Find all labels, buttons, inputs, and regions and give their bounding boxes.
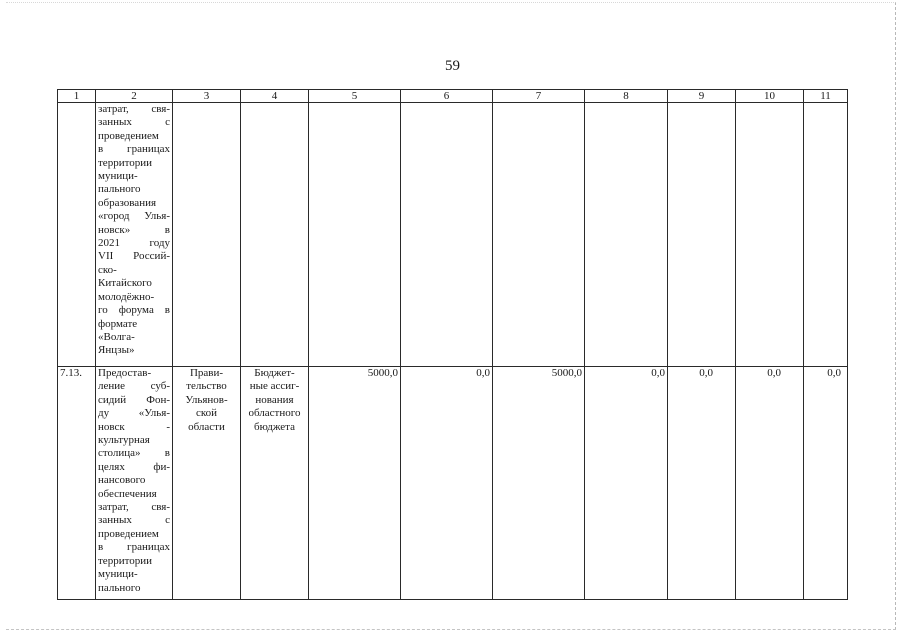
cell-text-line: «город Улья- bbox=[98, 210, 170, 223]
cell-empty bbox=[736, 103, 804, 367]
cell-text-line: территории bbox=[98, 156, 153, 169]
cell-text-line: Китайского bbox=[98, 277, 152, 290]
header-cell: 3 bbox=[173, 90, 241, 103]
cell-text-line: муници- bbox=[98, 568, 138, 581]
cell-text-line: Ульянов- bbox=[185, 393, 228, 406]
cell-text-line: пального bbox=[98, 183, 141, 196]
cell-item-number: 7.13. bbox=[58, 367, 96, 600]
cell-text-line: столица» в bbox=[98, 447, 170, 460]
cell-text-line: в границах bbox=[98, 143, 170, 156]
cell-text-line: «Волга- bbox=[98, 330, 135, 343]
cell-description bbox=[96, 367, 173, 600]
cell-text-line: Предостав- bbox=[98, 367, 152, 379]
header-cell: 5 bbox=[309, 90, 401, 103]
cell-col9: 0,0 bbox=[668, 367, 736, 600]
cell-empty bbox=[585, 103, 668, 367]
cell-text-line: ской bbox=[195, 407, 218, 420]
header-cell: 6 bbox=[401, 90, 493, 103]
cell-text-line: ные ассиг- bbox=[249, 380, 300, 393]
cell-text-line: проведением bbox=[98, 527, 159, 540]
cell-text-line: 2021 году bbox=[98, 237, 170, 250]
header-cell: 9 bbox=[668, 90, 736, 103]
cell-text-line: области bbox=[188, 420, 225, 433]
cell-col5: 5000,0 bbox=[309, 367, 401, 600]
cell-text-line: Прави- bbox=[189, 367, 224, 379]
cell-text-line: нования bbox=[255, 393, 294, 406]
description-lines bbox=[98, 103, 170, 358]
cell-empty bbox=[241, 103, 309, 367]
cell-text-line: проведением bbox=[98, 129, 159, 142]
cell-text-line: ление суб- bbox=[98, 380, 170, 393]
cell-empty bbox=[668, 103, 736, 367]
cell-text-line: новск» в bbox=[98, 223, 170, 236]
header-cell: 1 bbox=[58, 90, 96, 103]
cell-num-empty bbox=[58, 103, 96, 367]
cell-text-line: занных с bbox=[98, 514, 170, 527]
cell-text-line: ду «Улья- bbox=[98, 407, 170, 420]
cell-text-line: территории bbox=[98, 554, 153, 567]
cell-text-line: обеспечения bbox=[98, 487, 157, 500]
header-cell: 10 bbox=[736, 90, 804, 103]
cell-text-line: молодёжно- bbox=[98, 290, 155, 303]
cell-col11: 0,0 bbox=[804, 367, 848, 600]
cell-col8: 0,0 bbox=[585, 367, 668, 600]
cell-text-line: формате bbox=[98, 317, 138, 330]
cell-funding-source bbox=[241, 367, 309, 600]
cell-executor bbox=[173, 367, 241, 600]
header-cell: 8 bbox=[585, 90, 668, 103]
cell-text-line: затрат, свя- bbox=[98, 103, 170, 115]
table-header-row bbox=[58, 90, 848, 103]
cell-text-line: VII Россий- bbox=[98, 250, 170, 263]
cell-text-line: образования bbox=[98, 196, 157, 209]
cell-description bbox=[96, 103, 173, 367]
cell-text-line: муници- bbox=[98, 170, 138, 183]
cell-text-line: целях фи- bbox=[98, 460, 170, 473]
cell-empty bbox=[493, 103, 585, 367]
cell-text-line: занных с bbox=[98, 116, 170, 129]
cell-text-line: областного bbox=[248, 407, 301, 420]
cell-text-line: в границах bbox=[98, 541, 170, 554]
cell-col6: 0,0 bbox=[401, 367, 493, 600]
cell-col10: 0,0 bbox=[736, 367, 804, 600]
data-table bbox=[57, 89, 848, 600]
cell-text-line: новск - bbox=[98, 420, 170, 433]
cell-text-line: бюджета bbox=[253, 420, 295, 433]
cell-text-line: Янцзы» bbox=[98, 344, 135, 357]
cell-col7: 5000,0 bbox=[493, 367, 585, 600]
cell-text-line: Бюджет- bbox=[254, 367, 295, 379]
header-cell: 2 bbox=[96, 90, 173, 103]
cell-text-line: нансового bbox=[98, 474, 146, 487]
executor-lines bbox=[175, 367, 238, 434]
header-cell: 11 bbox=[804, 90, 848, 103]
description-lines bbox=[98, 367, 170, 595]
page-number: 59 bbox=[445, 58, 460, 74]
cell-empty bbox=[401, 103, 493, 367]
cell-text-line: го форума в bbox=[98, 304, 170, 317]
cell-text-line: сидий Фон- bbox=[98, 393, 170, 406]
cell-empty bbox=[804, 103, 848, 367]
header-cell: 4 bbox=[241, 90, 309, 103]
table-row-continued bbox=[58, 103, 848, 367]
cell-text-line: культурная bbox=[98, 434, 150, 447]
cell-empty bbox=[173, 103, 241, 367]
cell-empty bbox=[309, 103, 401, 367]
table-row-7-13 bbox=[58, 367, 848, 600]
cell-text-line: пального bbox=[98, 581, 141, 594]
header-cell: 7 bbox=[493, 90, 585, 103]
cell-text-line: затрат, свя- bbox=[98, 501, 170, 514]
cell-text-line: тельство bbox=[186, 380, 227, 393]
cell-text-line: ско- bbox=[98, 263, 117, 276]
funding-source-lines bbox=[243, 367, 306, 434]
